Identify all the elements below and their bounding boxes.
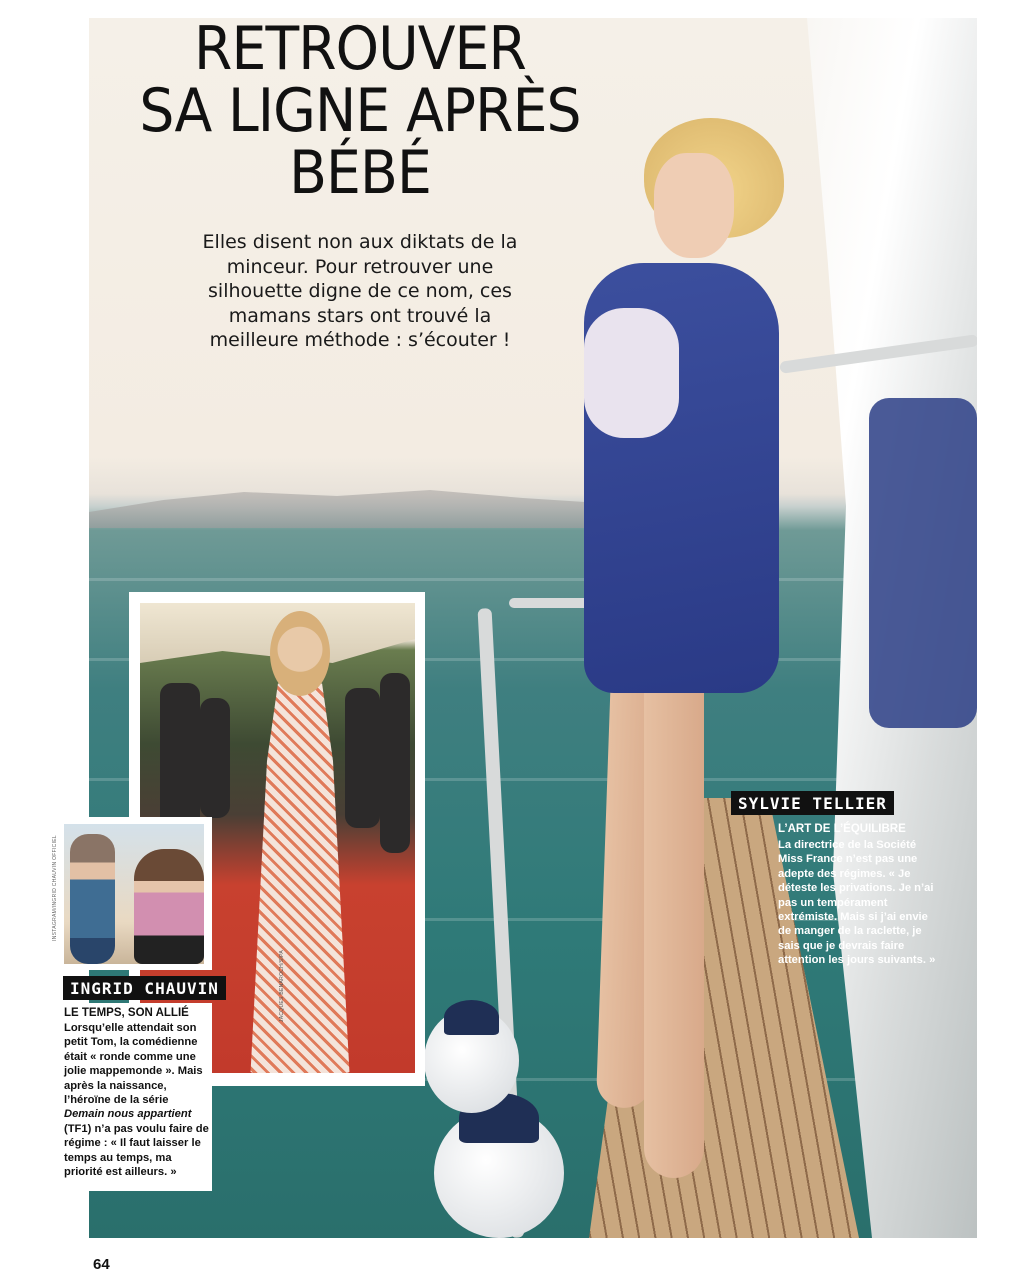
series-title: Demain nous appartient: [64, 1108, 192, 1121]
baby: [584, 308, 679, 438]
page-title: [116, 14, 604, 208]
caption-text: [64, 1021, 210, 1179]
photo-credit: INSTAGRAM/INGRID CHAUVIN OFFICIEL: [52, 835, 58, 941]
intro-paragraph: Elles disent non aux diktats de la minceur. Pour retrouver une silhouette digne de ce nom, ces mamans stars ont trouvé la meilleure méthode : s’écouter !: [202, 231, 518, 351]
inset-photo-mother-son: [57, 817, 212, 970]
boat-fender: [444, 1000, 499, 1035]
nameplate-ingrid-chauvin: INGRID CHAUVIN: [63, 976, 226, 1000]
title-line: BÉBÉ: [289, 138, 431, 208]
woman-face: [654, 153, 734, 258]
woman-leg: [644, 658, 704, 1178]
caption-text-part: (TF1) n’a pas voulu faire de régime : « Il faut laisser le temps au temps, ma priorité est ailleurs. »: [64, 1122, 209, 1179]
crowd-person: [160, 683, 200, 833]
crowd-person: [200, 698, 230, 818]
window-reflection: [869, 398, 977, 728]
child: [70, 834, 115, 964]
woman-head: [270, 611, 330, 696]
photo-credit: JACQUES BENAROCH/SIPA: [279, 950, 285, 1023]
caption-text: La directrice de la Société Miss France n’est pas une adepte des régimes. « Je déteste les privations. Je n’ai pas un tempérament extrémiste. Mais si j’ai envie de manger de la raclette, je sais que je devrais faire attention les jours suivants. »: [778, 839, 936, 967]
patterned-dress: [245, 683, 355, 1073]
nameplate-sylvie-tellier: SYLVIE TELLIER: [731, 791, 894, 815]
caption-title: LE TEMPS, SON ALLIÉ: [64, 1007, 189, 1019]
crowd-person: [380, 673, 410, 853]
title-line: SA LIGNE APRÈS: [139, 76, 581, 146]
crowd-person: [345, 688, 380, 828]
title-line: RETROUVER: [194, 14, 526, 84]
mother: [134, 849, 204, 964]
page-number: 64: [93, 1256, 110, 1273]
mother-son-photo: [64, 824, 204, 964]
caption-text-part: Lorsqu’elle attendait son petit Tom, la comédienne était « ronde comme une jolie mappemonde ». Mais après la naissance, l’héroïne de la série: [64, 1022, 203, 1107]
caption-title: L’ART DE L’ÉQUILIBRE: [778, 823, 906, 835]
